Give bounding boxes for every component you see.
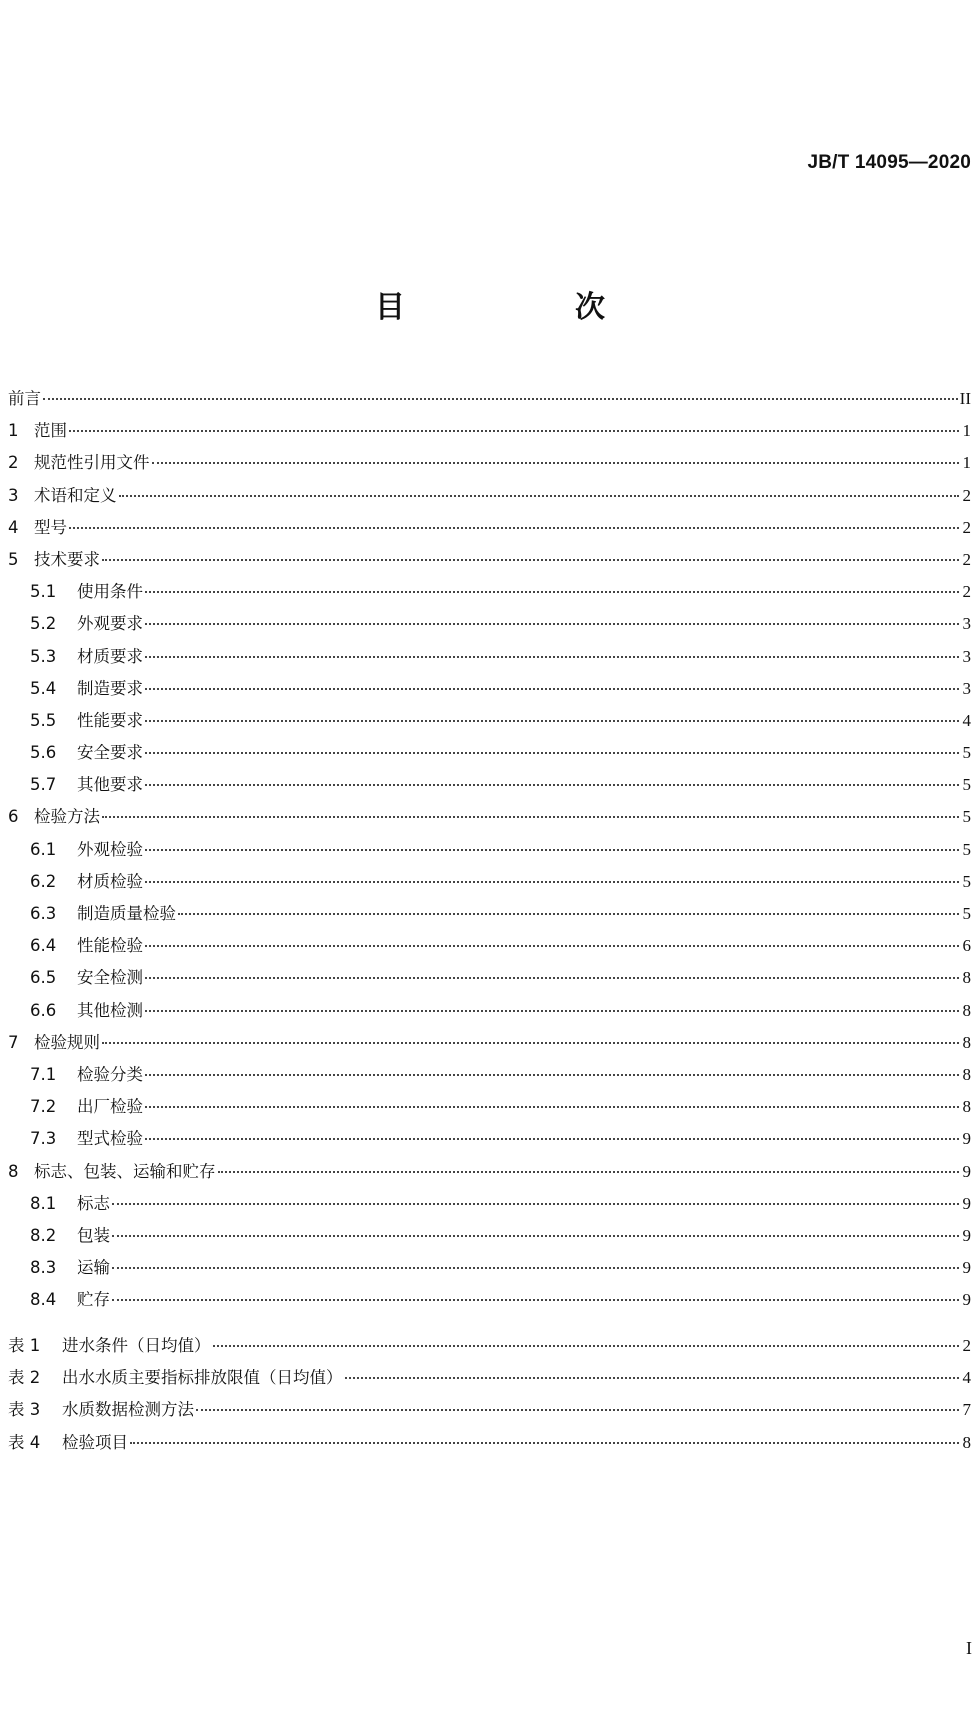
dot-leader	[112, 1202, 959, 1205]
entry-label: 外观要求	[77, 614, 143, 634]
dot-leader	[102, 1041, 959, 1044]
entry-label: 其他检测	[77, 1000, 143, 1020]
entry-number: 8	[8, 1161, 19, 1181]
entry-number: 6.5	[30, 968, 57, 988]
toc-entry[interactable]	[8, 995, 971, 1027]
dot-leader	[145, 687, 959, 690]
dot-leader	[345, 1376, 960, 1379]
dot-leader	[43, 397, 958, 400]
entry-number: 5.6	[30, 743, 57, 763]
entry-label: 范围	[34, 421, 67, 441]
page-number: I	[966, 1638, 972, 1658]
entry-page: 2	[962, 517, 971, 537]
entry-label: 型式检验	[77, 1129, 143, 1149]
entry-label: 安全要求	[77, 743, 143, 763]
entry-label: 型号	[34, 517, 67, 537]
entry-number: 6.1	[30, 839, 57, 859]
entry-page: 2	[962, 549, 971, 569]
dot-leader	[69, 429, 959, 432]
toc-entry[interactable]	[8, 1284, 971, 1316]
entry-number: 7	[8, 1032, 19, 1052]
toc-entry[interactable]	[8, 801, 971, 833]
dot-leader	[213, 1344, 960, 1347]
toc-entry[interactable]	[8, 1220, 971, 1252]
entry-label: 标志	[77, 1193, 110, 1213]
entry-page: 8	[962, 1097, 971, 1117]
entry-number: 7.2	[30, 1097, 57, 1117]
dot-leader	[145, 880, 959, 883]
toc-entry[interactable]	[8, 737, 971, 769]
entry-page: 9	[962, 1161, 971, 1181]
toc-entry[interactable]	[8, 1252, 971, 1284]
entry-page: 2	[962, 1336, 971, 1355]
toc-entry[interactable]	[8, 641, 971, 673]
entry-page: 4	[962, 710, 971, 730]
toc-entry[interactable]	[8, 447, 971, 479]
entry-number: 8.4	[30, 1290, 57, 1310]
dot-leader	[112, 1266, 959, 1269]
entry-number: 8.2	[30, 1225, 57, 1245]
entry-number: 7.3	[30, 1129, 57, 1149]
entry-number: 8.3	[30, 1258, 57, 1278]
dot-leader	[119, 494, 960, 497]
dot-leader	[112, 1298, 959, 1301]
entry-page: 3	[962, 646, 971, 666]
entry-number: 1	[8, 421, 19, 441]
entry-number: 5.1	[30, 582, 57, 602]
entry-label: 进水条件（日均值）	[62, 1336, 211, 1355]
dot-leader	[112, 1234, 959, 1237]
dot-leader	[145, 622, 959, 625]
toc-entry[interactable]	[8, 962, 971, 994]
entry-page: 2	[962, 485, 971, 505]
entry-number: 8.1	[30, 1193, 57, 1213]
dot-leader	[145, 944, 959, 947]
entry-label: 制造要求	[77, 678, 143, 698]
entry-label: 术语和定义	[34, 485, 117, 505]
toc-entry[interactable]	[8, 673, 971, 705]
entry-page: 3	[962, 614, 971, 634]
entry-label: 安全检测	[77, 968, 143, 988]
dot-leader	[145, 590, 959, 593]
entry-label: 性能检验	[77, 936, 143, 956]
dot-leader	[178, 912, 959, 915]
entry-number: 5	[8, 549, 19, 569]
dot-leader	[145, 783, 959, 786]
entry-number: 6.4	[30, 936, 57, 956]
dot-leader	[145, 751, 959, 754]
table-entry[interactable]	[8, 1330, 971, 1362]
entry-page: 8	[962, 1064, 971, 1084]
toc-entry[interactable]	[8, 608, 971, 640]
entry-page: 3	[962, 678, 971, 698]
table-entry[interactable]	[8, 1427, 971, 1459]
toc-entry[interactable]	[8, 576, 971, 608]
entry-label: 性能要求	[77, 710, 143, 730]
entry-number: 5.3	[30, 646, 57, 666]
toc-entry[interactable]	[8, 866, 971, 898]
entry-page: 8	[962, 1032, 971, 1052]
toc-entry[interactable]	[8, 1156, 971, 1188]
entry-label: 包装	[77, 1225, 110, 1245]
dot-leader	[102, 815, 959, 818]
dot-leader	[218, 1170, 960, 1173]
toc-entry[interactable]	[8, 544, 971, 576]
entry-number: 5.7	[30, 775, 57, 795]
dot-leader	[196, 1408, 959, 1411]
entry-label: 前言	[8, 389, 41, 408]
entry-number: 5.5	[30, 710, 57, 730]
entry-page: II	[959, 389, 971, 408]
standard-code: JB/T 14095—2020	[807, 152, 971, 173]
dot-leader	[145, 1073, 959, 1076]
entry-number: 4	[8, 517, 19, 537]
entry-label: 出水水质主要指标排放限值（日均值）	[62, 1368, 343, 1388]
toc-list	[8, 383, 971, 1316]
dot-leader	[145, 719, 959, 722]
toc-entry[interactable]	[8, 480, 971, 512]
dot-leader	[145, 655, 959, 658]
entry-label: 材质要求	[77, 646, 143, 666]
entry-number: 6	[8, 807, 19, 827]
entry-label: 材质检验	[77, 871, 143, 891]
entry-page: 5	[962, 839, 971, 859]
entry-label: 检验项目	[62, 1432, 128, 1452]
entry-number: 6.3	[30, 904, 57, 923]
toc-entry[interactable]	[8, 834, 971, 866]
entry-label: 规范性引用文件	[34, 453, 150, 473]
entry-page: 8	[962, 968, 971, 988]
entry-label: 检验方法	[34, 807, 100, 827]
entry-label: 检验分类	[77, 1064, 143, 1084]
dot-leader	[145, 1009, 959, 1012]
toc-entry[interactable]	[8, 1027, 971, 1059]
entry-number: 表 3	[8, 1400, 41, 1420]
toc-entry[interactable]	[8, 898, 971, 930]
toc-entry[interactable]	[8, 1091, 971, 1123]
entry-label: 外观检验	[77, 839, 143, 859]
entry-page: 6	[962, 936, 971, 956]
entry-number: 2	[8, 453, 19, 473]
entry-label: 使用条件	[77, 582, 143, 602]
entry-label: 检验规则	[34, 1032, 100, 1052]
entry-label: 出厂检验	[77, 1097, 143, 1117]
dot-leader	[130, 1441, 959, 1444]
entry-page: 2	[962, 582, 971, 602]
entry-page: 5	[962, 775, 971, 795]
entry-page: 8	[962, 1000, 971, 1020]
dot-leader	[145, 1105, 959, 1108]
entry-page: 5	[962, 807, 971, 827]
entry-number: 5.2	[30, 614, 57, 634]
dot-leader	[145, 976, 959, 979]
entry-page: 4	[962, 1368, 971, 1388]
toc-entry[interactable]	[8, 930, 971, 962]
toc-entry[interactable]	[8, 705, 971, 737]
entry-label: 其他要求	[77, 775, 143, 795]
entry-label: 制造质量检验	[77, 904, 176, 923]
entry-label: 技术要求	[34, 549, 100, 569]
entry-page: 5	[962, 743, 971, 763]
toc-entry[interactable]	[8, 383, 971, 415]
entry-label: 标志、包装、运输和贮存	[34, 1161, 216, 1181]
entry-label: 水质数据检测方法	[62, 1400, 194, 1420]
toc-entry[interactable]	[8, 769, 971, 801]
entry-number: 表 1	[8, 1336, 41, 1355]
entry-page: 9	[962, 1129, 971, 1149]
entry-label: 运输	[77, 1258, 110, 1278]
entry-number: 表 2	[8, 1368, 41, 1388]
dot-leader	[145, 848, 959, 851]
table-list	[8, 1330, 971, 1459]
entry-page: 5	[962, 871, 971, 891]
dot-leader	[152, 461, 960, 464]
table-entry[interactable]	[8, 1394, 971, 1426]
entry-page: 9	[962, 1225, 971, 1245]
page-title: 目 次	[375, 290, 675, 325]
toc-entry[interactable]	[8, 1123, 971, 1155]
entry-page: 1	[962, 453, 971, 473]
entry-page: 7	[962, 1400, 971, 1420]
entry-number: 7.1	[30, 1064, 57, 1084]
toc-entry[interactable]	[8, 512, 971, 544]
entry-page: 8	[962, 1432, 971, 1452]
entry-page: 5	[962, 904, 971, 923]
entry-label: 贮存	[77, 1290, 110, 1310]
entry-number: 6.6	[30, 1000, 57, 1020]
entry-number: 3	[8, 485, 19, 505]
toc-entry[interactable]	[8, 1059, 971, 1091]
entry-page: 9	[962, 1290, 971, 1310]
toc-entry[interactable]	[8, 1188, 971, 1220]
entry-page: 9	[962, 1193, 971, 1213]
entry-number: 5.4	[30, 678, 57, 698]
entry-number: 6.2	[30, 871, 57, 891]
entry-page: 1	[962, 421, 971, 441]
dot-leader	[69, 526, 959, 529]
toc-entry[interactable]	[8, 415, 971, 447]
entry-page: 9	[962, 1258, 971, 1278]
dot-leader	[145, 1137, 959, 1140]
table-entry[interactable]	[8, 1362, 971, 1394]
dot-leader	[102, 558, 959, 561]
entry-number: 表 4	[8, 1432, 41, 1452]
